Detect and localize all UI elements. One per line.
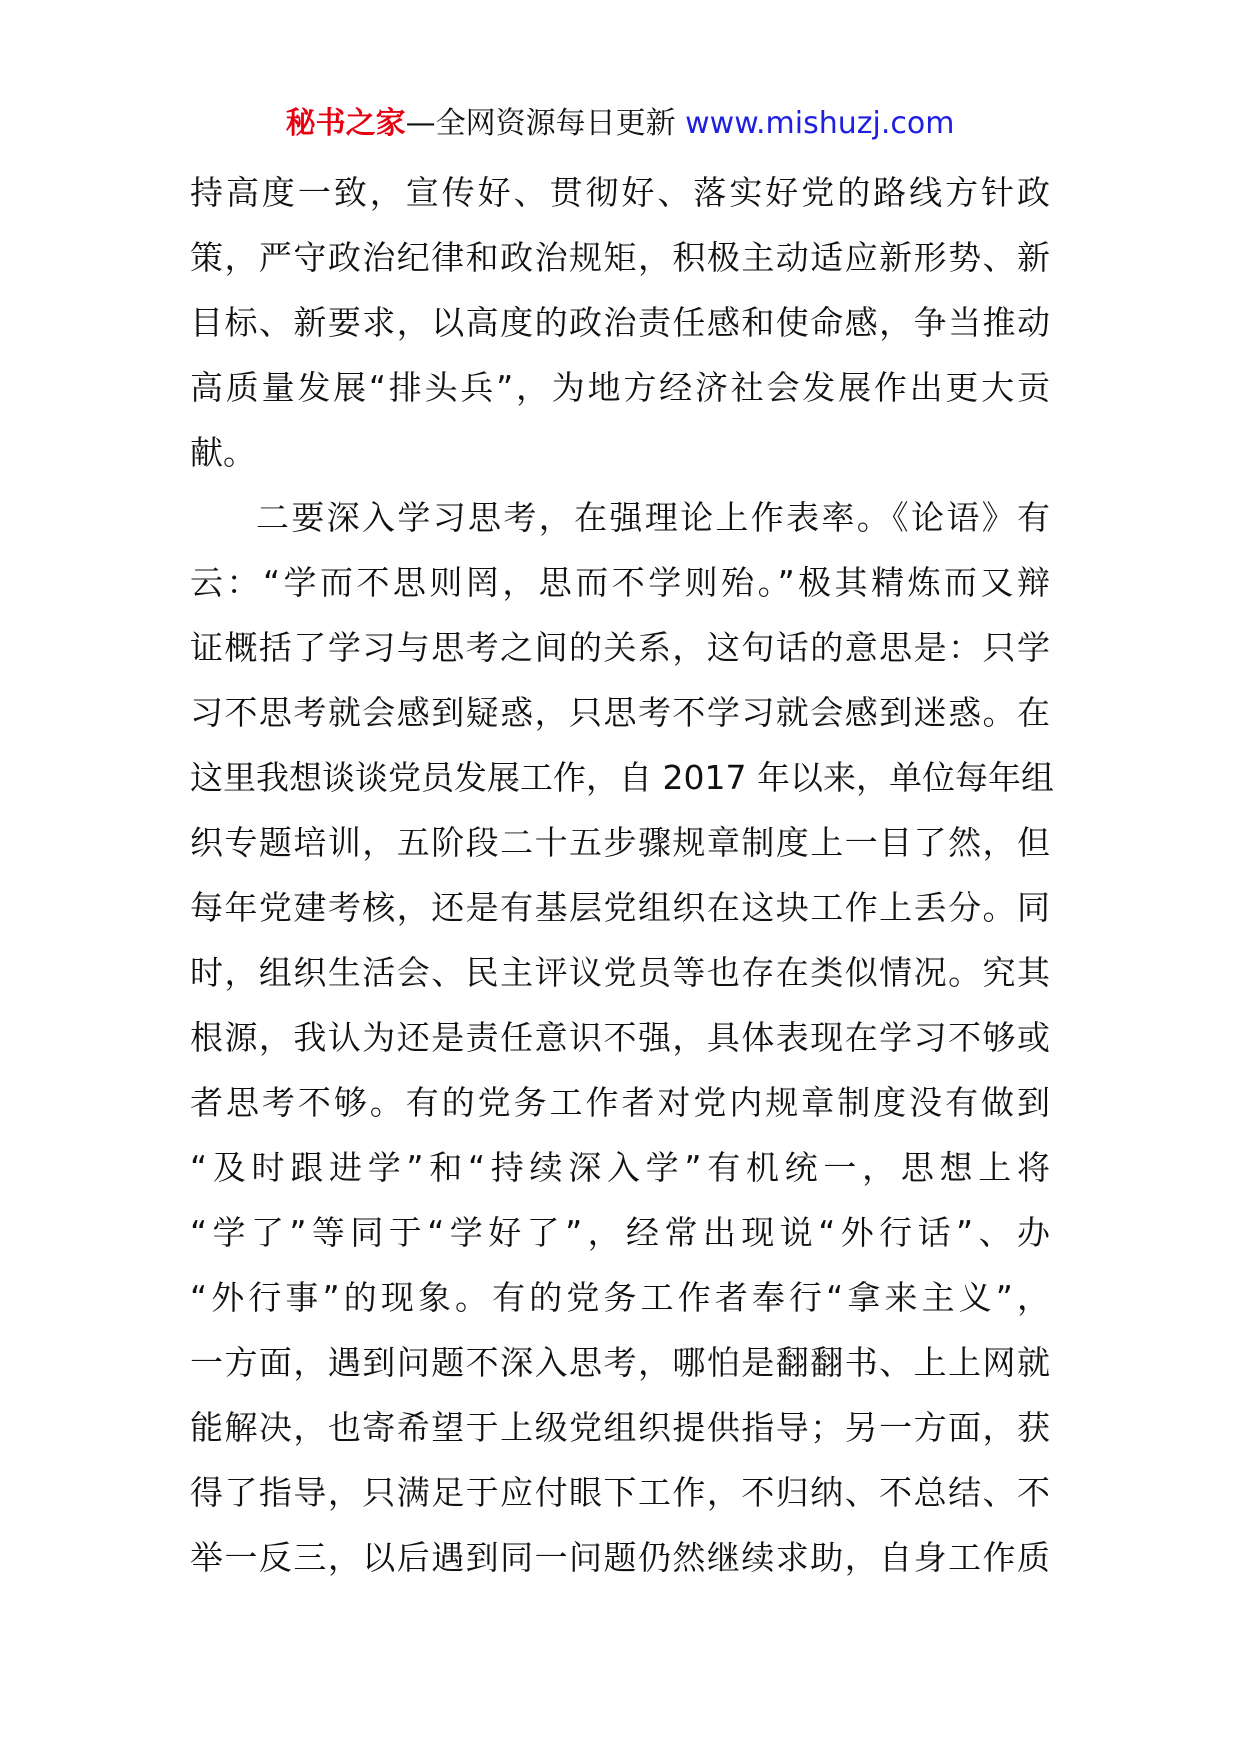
text-line: 者思考不够。有的党务工作者对党内规章制度没有做到 xyxy=(190,1083,1050,1122)
text-line: 举一反三，以后遇到同一问题仍然继续求助，自身工作质 xyxy=(190,1538,1050,1577)
text-line: 证概括了学习与思考之间的关系，这句话的意思是：只学 xyxy=(190,628,1050,667)
text-line: 得了指导，只满足于应付眼下工作，不归纳、不总结、不 xyxy=(190,1473,1050,1512)
document-body xyxy=(190,160,1054,1590)
text-line: 持高度一致，宣传好、贯彻好、落实好党的路线方针政 xyxy=(190,173,1050,212)
text-line: “及时跟进学”和“持续深入学”有机统一，思想上将 xyxy=(190,1148,1050,1187)
site-url-link[interactable]: www.mishuzj.com xyxy=(685,106,955,141)
paragraph-start-line: 二要深入学习思考，在强理论上作表率。《论语》有 xyxy=(256,498,1050,537)
text-line: 织专题培训，五阶段二十五步骤规章制度上一目了然，但 xyxy=(190,823,1050,862)
text-line: 时，组织生活会、民主评议党员等也存在类似情况。究其 xyxy=(190,953,1050,992)
text-line: 这里我想谈谈党员发展工作，自 2017 年以来，单位每年组 xyxy=(190,758,1054,797)
site-header xyxy=(0,104,1240,144)
text-line: 献。 xyxy=(190,433,256,472)
site-tagline: —全网资源每日更新 xyxy=(405,106,676,141)
text-line: 每年党建考核，还是有基层党组织在这块工作上丢分。同 xyxy=(190,888,1050,927)
text-line: “外行事”的现象。有的党务工作者奉行“拿来主义”， xyxy=(190,1278,1050,1317)
text-line: 高质量发展“排头兵”，为地方经济社会发展作出更大贡 xyxy=(190,368,1050,407)
text-line: 能解决，也寄希望于上级党组织提供指导；另一方面，获 xyxy=(190,1408,1050,1447)
text-line: 云：“学而不思则罔，思而不学则殆。”极其精炼而又辩 xyxy=(190,563,1050,602)
site-brand: 秘书之家 xyxy=(285,106,406,141)
text-line: 策，严守政治纪律和政治规矩，积极主动适应新形势、新 xyxy=(190,238,1050,277)
text-line: 根源，我认为还是责任意识不强，具体表现在学习不够或 xyxy=(190,1018,1050,1057)
text-line: 一方面，遇到问题不深入思考，哪怕是翻翻书、上上网就 xyxy=(190,1343,1050,1382)
text-line: 习不思考就会感到疑惑，只思考不学习就会感到迷惑。在 xyxy=(190,693,1050,732)
text-line: “学了”等同于“学好了”，经常出现说“外行话”、办 xyxy=(190,1213,1050,1252)
text-line: 目标、新要求，以高度的政治责任感和使命感，争当推动 xyxy=(190,303,1050,342)
